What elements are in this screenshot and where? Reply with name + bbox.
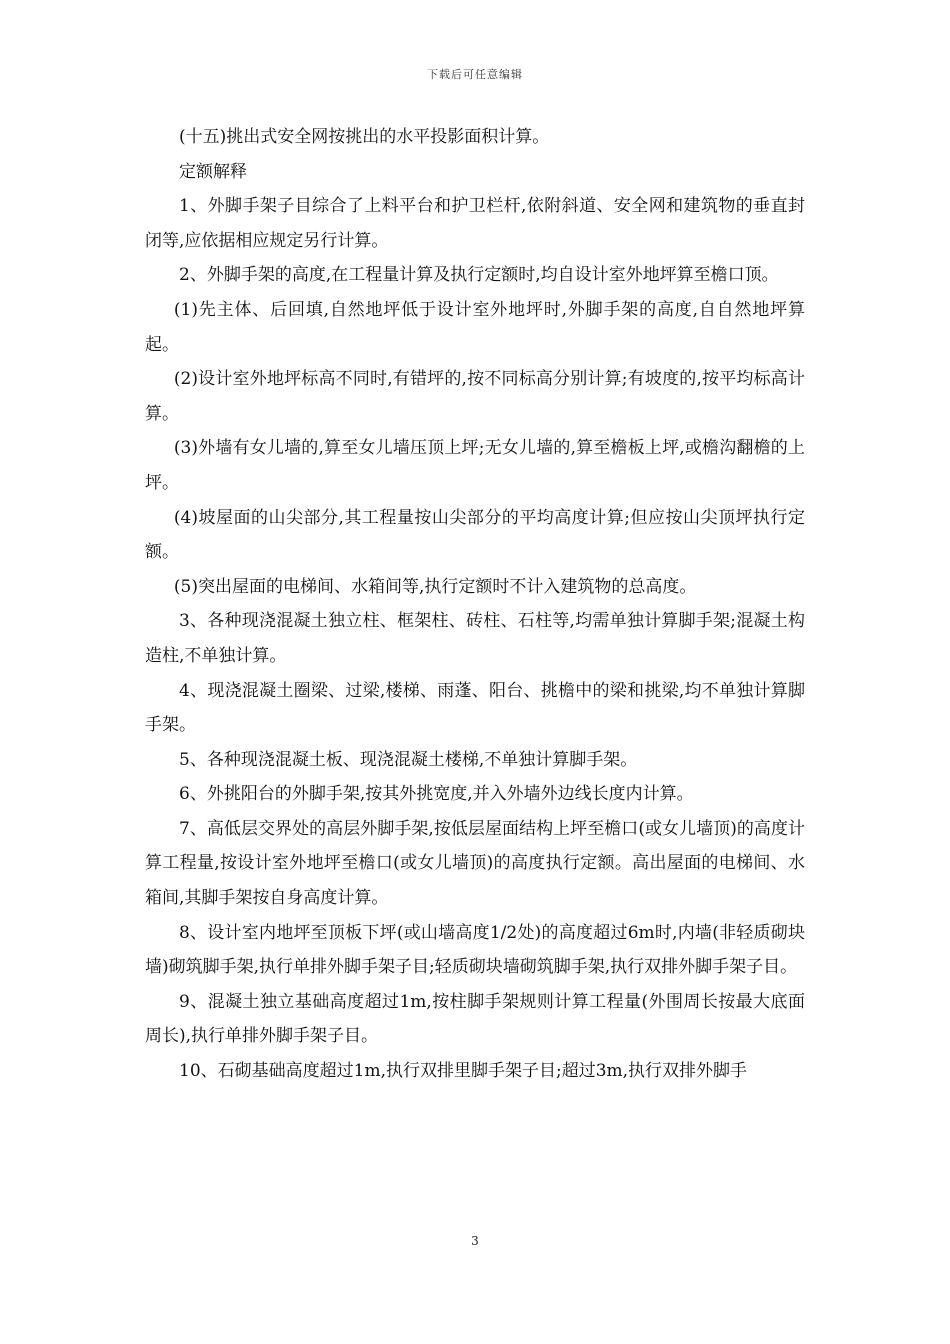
paragraph-net-projection: (十五)挑出式安全网按挑出的水平投影面积计算。	[179, 127, 550, 147]
paragraph-item-1: 1、外脚手架子目综合了上料平台和护卫栏杆,依附斜道、安全网和建筑物的垂直封闭等,应依据相应规定另行计算。	[145, 196, 805, 251]
paragraph-item-2: 2、外脚手架的高度,在工程量计算及执行定额时,均自设计室外地坪算至檐口顶。	[179, 265, 779, 286]
paragraph-item-2-sub-2: (2)设计室外地坪标高不同时,有错坪的,按不同标高分别计算;有坡度的,按平均标高计算。	[145, 369, 805, 424]
paragraph-item-2-sub-5: (5)突出屋面的电梯间、水箱间等,执行定额时不计入建筑物的总高度。	[173, 576, 697, 597]
paragraph-item-3: 3、各种现浇混凝土独立柱、框架柱、砖柱、石柱等,均需单独计算脚手架;混凝土构造柱,不单独计算。	[145, 611, 805, 666]
page-header-note: 下载后可任意编辑	[427, 68, 523, 81]
page-number: 3	[471, 1234, 479, 1248]
paragraph-item-6: 6、外挑阳台的外脚手架,按其外挑宽度,并入外墙外边线长度内计算。	[179, 784, 694, 805]
paragraph-item-7: 7、高低层交界处的高层外脚手架,按低层屋面结构上坪至檐口(或女儿墙顶)的高度计算工程量,按设计室外地坪至檐口(或女儿墙顶)的高度执行定额。高出屋面的电梯间、水箱间,其脚手架按自身高度计算。	[145, 818, 805, 909]
paragraph-item-10: 10、石砌基础高度超过1m,执行双排里脚手架子目;超过3m,执行双排外脚手	[179, 1061, 748, 1082]
paragraph-item-9: 9、混凝土独立基础高度超过1m,按柱脚手架规则计算工程量(外围周长按最大底面周长),执行单排外脚手架子目。	[145, 991, 805, 1047]
paragraph-item-2-sub-1: (1)先主体、后回填,自然地坪低于设计室外地坪时,外脚手架的高度,自自然地坪算起。	[145, 299, 805, 355]
paragraph-item-4: 4、现浇混凝土圈梁、过梁,楼梯、雨蓬、阳台、挑檐中的梁和挑梁,均不单独计算脚手架。	[145, 680, 805, 736]
document-body	[145, 120, 805, 1089]
paragraph-item-2-sub-4: (4)坡屋面的山尖部分,其工程量按山尖部分的平均高度计算;但应按山尖顶坪执行定额。	[145, 507, 805, 563]
paragraph-heading-quota-explanation: 定额解释	[179, 161, 247, 182]
paragraph-item-5: 5、各种现浇混凝土板、现浇混凝土楼梯,不单独计算脚手架。	[179, 749, 638, 770]
paragraph-item-2-sub-3: (3)外墙有女儿墙的,算至女儿墙压顶上坪;无女儿墙的,算至檐板上坪,或檐沟翻檐的上坪。	[145, 438, 805, 493]
paragraph-item-8: 8、设计室内地坪至顶板下坪(或山墙高度1/2处)的高度超过6m时,内墙(非轻质砌块墙)砌筑脚手架,执行单排外脚手架子目;轻质砌块墙砌筑脚手架,执行双排外脚手架子目。	[145, 922, 805, 978]
